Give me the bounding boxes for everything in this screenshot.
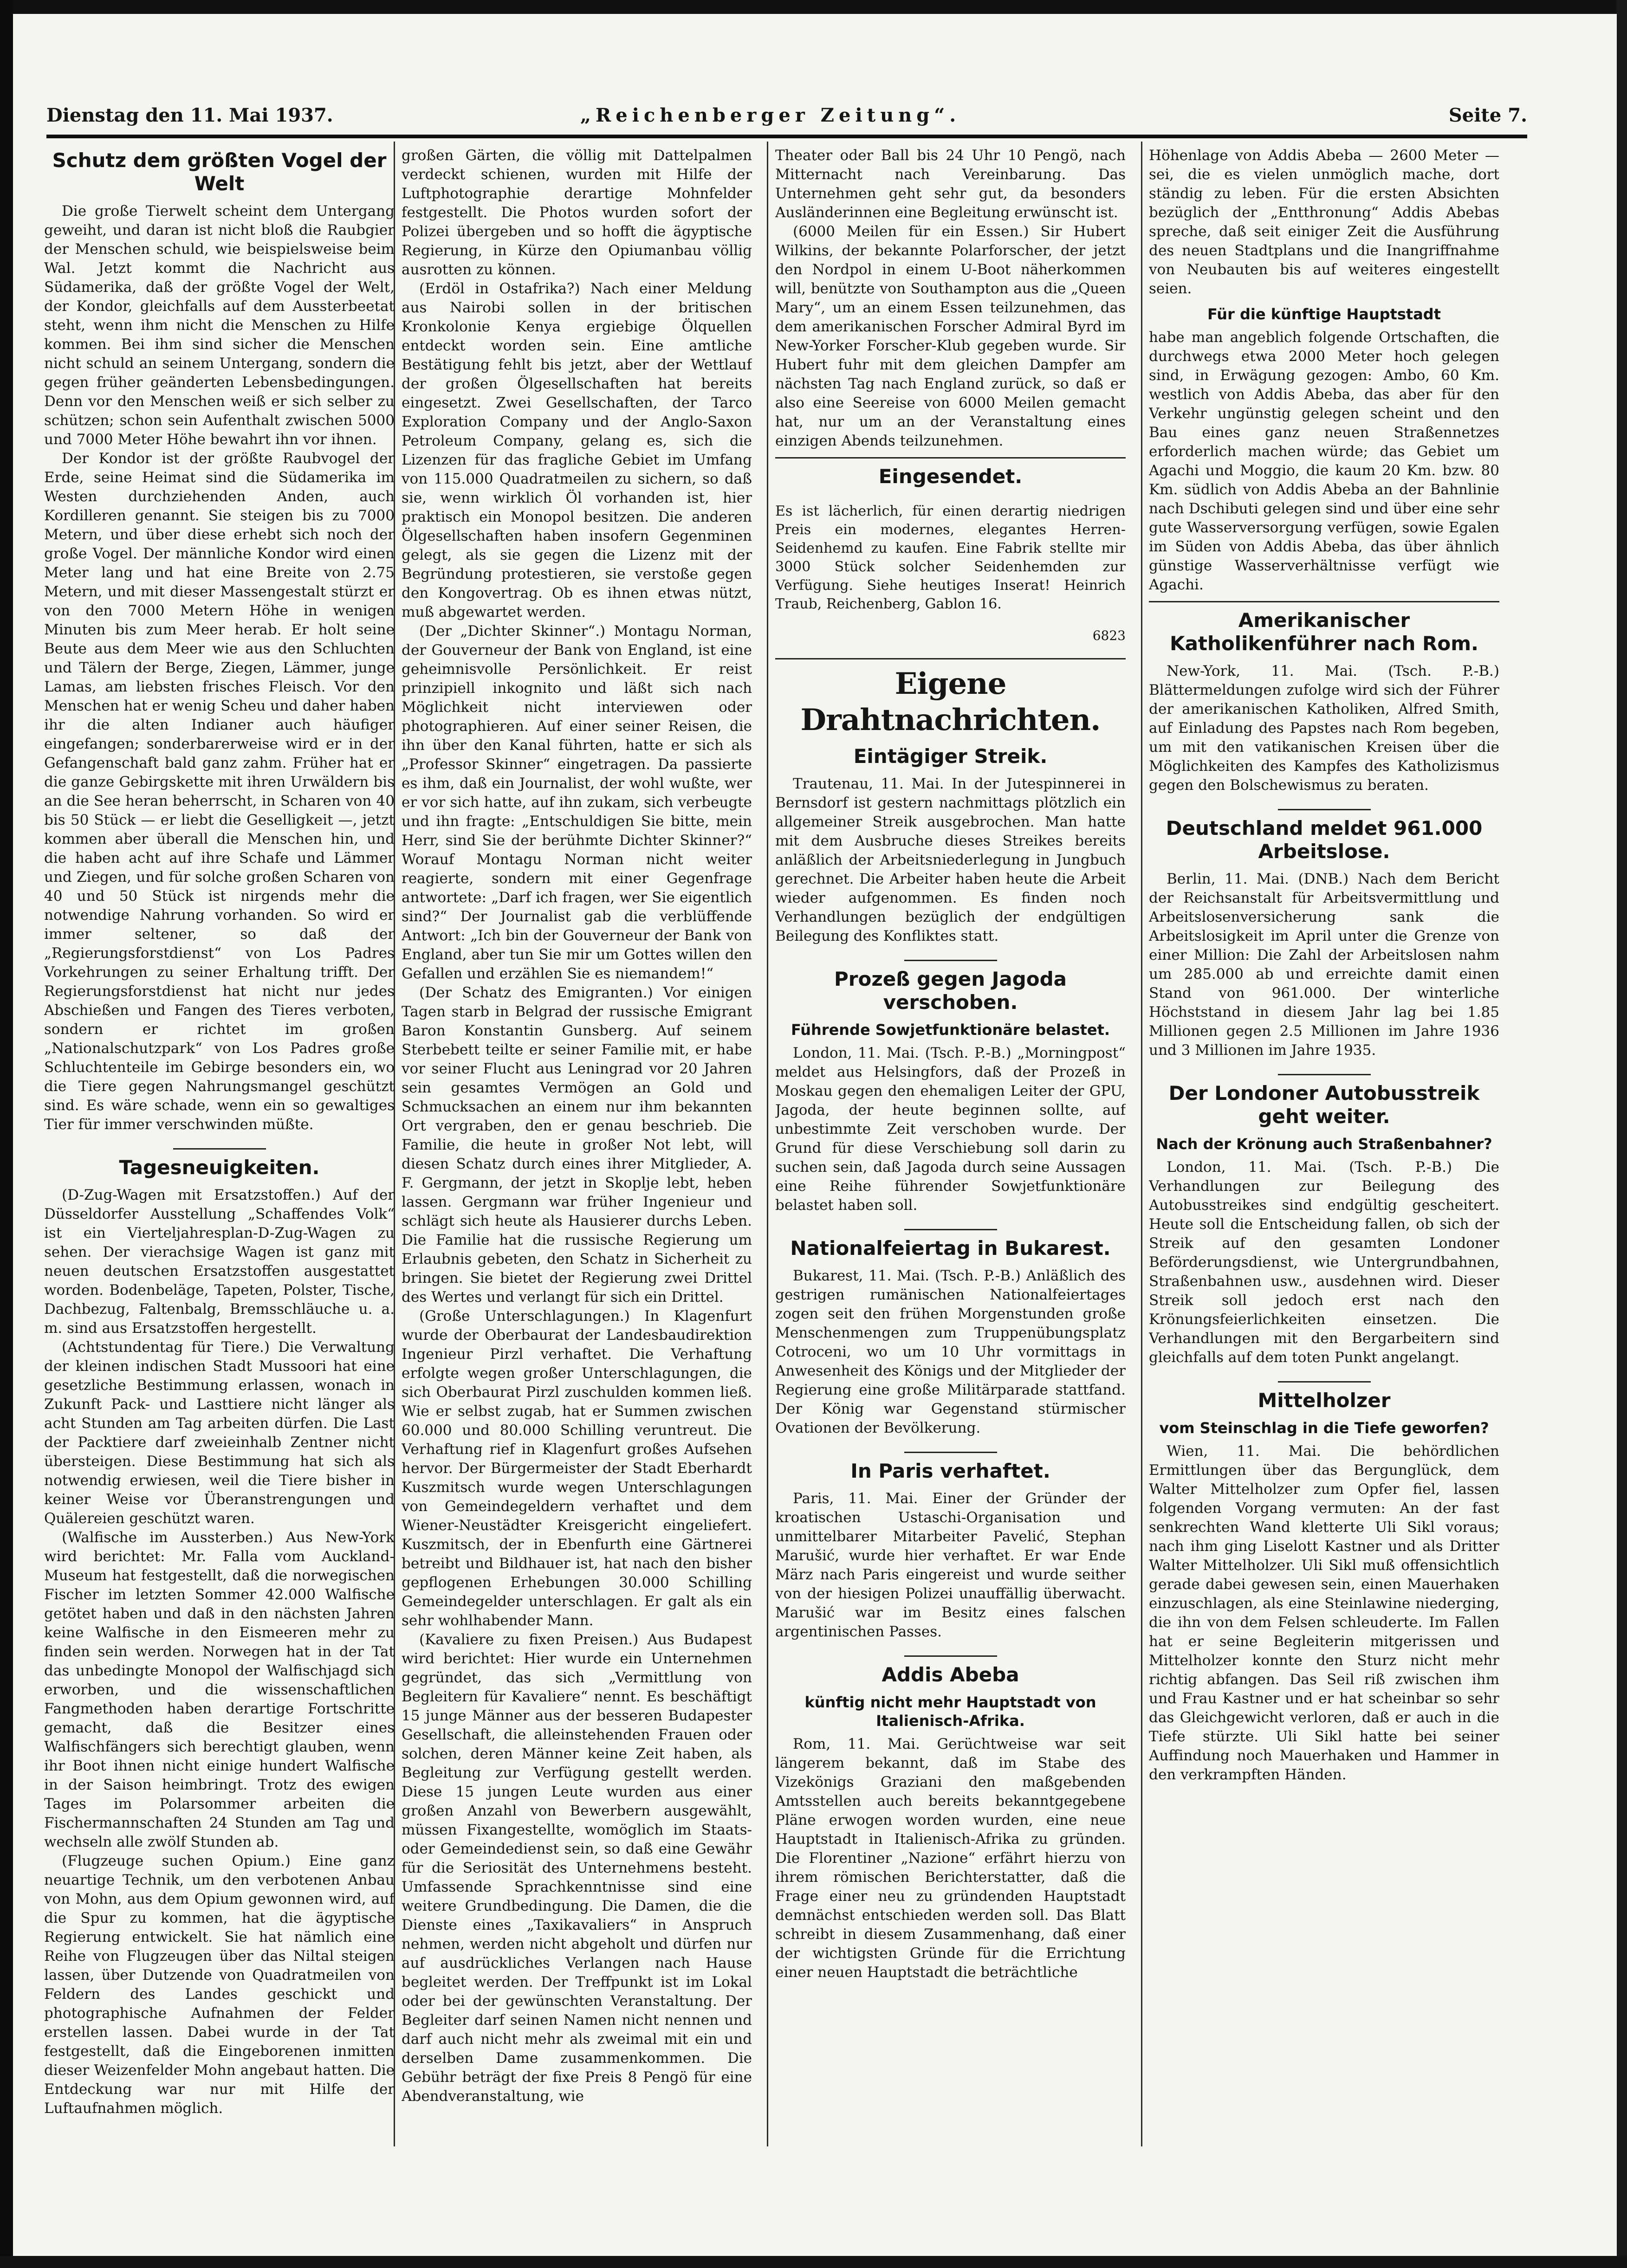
column-divider: [1141, 142, 1142, 2146]
section-headline: Tagesneuigkeiten.: [119, 1156, 320, 1179]
section-rule: [775, 658, 1126, 659]
continued-paragraph: Theater oder Ball bis 24 Uhr 10 Pengö, nach Mitternacht nach Vereinbarung. Das Unternehmen geht sehr gut, da besonders Ausländerinnen eine Begleitung erwünscht ist.: [775, 147, 1126, 221]
continued-paragraph: großen Gärten, die völlig mit Dattelpalmen verdeckt schienen, wurden mit Hilfe der Luftphotographie derartige Mohnfelder festgestellt. Die Photos wurden sofort der Polizei übergeben und so hofft die ägyptische Regierung, in Kürze den Opiumanbau völlig ausrotten zu können.: [402, 147, 752, 278]
article-headline: Deutschland meldet 961.000 Arbeitslose.: [1166, 817, 1483, 863]
column-2: [402, 146, 752, 2151]
article-headline: Der Londoner Autobusstreik geht weiter.: [1168, 1082, 1480, 1128]
article-subheadline: vom Steinschlag in die Tiefe geworfen?: [1159, 1419, 1489, 1437]
article-bukarest: [775, 1237, 1126, 1438]
article-paragraph: Trautenau, 11. Mai. In der Jutespinnerei in Bernsdorf ist gestern nachmittags plötzlich ein allgemeiner Streik ausgebrochen. Man hatte mit dem Ausbruche dieses Streikes bereits anläßlich der Arbeitsniederlegung in Jungbuch gerechnet. Die Arbeiter haben heute die Arbeit wieder aufgenommen. Es finden noch Verhandlungen bezüglich der endgültigen Beilegung des Konfliktes statt.: [775, 775, 1126, 944]
section-rule: [904, 1655, 997, 1657]
section-rule: [904, 960, 997, 961]
article-paragraph: Die große Tierwelt scheint dem Untergang geweiht, und daran ist nicht bloß die Raubgier der Menschen schuld, wie beispielsweise beim Wal. Jetzt kommt die Nachricht aus Südamerika, daß der größte Vogel der Welt, der Kondor, gleichfalls auf dem Aussterbeetat steht, wenn ihm nicht die Menschen zu Hilfe kommen. Bei ihm sind sicher die Menschen nicht schuld an seinem Untergang, sondern die gegen früher geänderten Lebensbedingungen. Denn vor den Menschen weiß er sich selber zu schützen; schon sein Aufenthalt zwischen 5000 und 7000 Meter Höhe bewahrt ihn vor ihnen.: [44, 203, 395, 448]
news-item: (Der Schatz des Emigranten.) Vor einigen Tagen starb in Belgrad der russische Emigrant Baron Konstantin Gunsberg. Auf seinem Sterbebett teilte er seiner Familie mit, er habe vor seiner Flucht aus Leningrad vor 20 Jahren sein gesamtes Vermögen an Gold und Schmucksachen an einem nur ihm bekannten Ort vergraben, den er genau beschrieb. Die Familie, die heute in großer Not lebt, will diesen Schatz durch eines ihrer Mitglieder, A. F. Gergmann, der jetzt in Skoplje lebt, heben lassen. Gergmann war früher Ingenieur und schlägt sich heute als Hausierer durchs Leben. Die Familie hat die russische Regierung um Erlaubnis gebeten, den Schatz in Sicherheit zu bringen. Sie bietet der Regierung zwei Drittel des Wertes und verlangt für sich ein Drittel.: [402, 984, 752, 1305]
column-divider: [767, 142, 768, 2146]
article-headline: Schutz dem größten Vogel der Welt: [52, 149, 387, 195]
article-headline: Addis Abeba: [882, 1663, 1019, 1686]
article-addis-abeba: [775, 1663, 1126, 1982]
section-rule: [904, 1229, 997, 1230]
scan-border-right: [1617, 0, 1627, 2268]
article-paragraph: habe man angeblich folgende Ortschaften, die durchwegs etwa 2000 Meter hoch gelegen sind, in Erwägung gezogen: Ambo, 60 Km. westlich von Addis Abeba, das aber für den Verkehr ungünstig gelegen scheint und den Bau eines ganz neuen Straßennetzes erforderlich machen würde; das Gebiet um Agachi und Moggio, die kaum 20 Km. bzw. 80 Km. südlich von Addis Abeba an der Bahnlinie nach Dschibuti gelegen sind und über eine sehr gute Wasserversorgung verfügen, sowie Egalen im Süden von Addis Abeba, das über ähnlich günstige Wasserverhältnisse verfügt wie Agachi.: [1149, 329, 1499, 593]
article-autobusstreik: [1149, 1082, 1499, 1367]
column-1: [44, 146, 395, 2151]
section-rule: [904, 1452, 997, 1453]
article-subheadline: Nach der Krönung auch Straßenbahner?: [1156, 1135, 1492, 1153]
section-masthead: Eigene Drahtnachrichten.: [800, 666, 1101, 737]
advertisement-number: 6823: [1092, 628, 1126, 643]
article-paragraph: New-York, 11. Mai. (Tsch. P.-B.) Blättermeldungen zufolge wird sich der Führer der amerikanischen Katholiken, Alfred Smith, auf Einladung des Papstes nach Rom begeben, um mit den vatikanischen Kreisen über die Möglichkeiten des Kampfes des Katholizismus gegen den Bolschewismus zu beraten.: [1149, 663, 1499, 794]
news-item: (Flugzeuge suchen Opium.) Eine ganz neuartige Technik, um den verbotenen Anbau von Mohn, aus dem Opium gewonnen wird, auf die Spur zu kommen, hat die ägyptische Regierung entwickelt. Sie hat nämlich eine Reihe von Flugzeugen über das Niltal steigen lassen, über Dutzende von Quadratmeilen von Feldern des Landes geschickt und photographische Aufnahmen der Felder erstellen lassen. Dabei wurde in der Tat festgestellt, daß die Eingeborenen inmitten dieser Weizenfelder Mohn angebaut hatten. Die Entdeckung war nur mit Hilfe der Luftaufnahmen möglich.: [44, 1853, 395, 2117]
article-eingesendet: [775, 465, 1126, 644]
article-paragraph: Berlin, 11. Mai. (DNB.) Nach dem Bericht der Reichsanstalt für Arbeitsvermittlung und Arbeitslosenversicherung sank die Arbeitslosigkeit im April unter die Grenze von einer Million: Die Zahl der Arbeitslosen nahm um 285.000 ab und erreichte damit einen Stand von 961.000. Der winterliche Höchststand in diesem Jahr lag bei 1.85 Millionen gegen 2.5 Millionen im Jahre 1936 und 3 Millionen im Jahre 1935.: [1149, 871, 1499, 1059]
article-paragraph: London, 11. Mai. (Tsch. P.-B.) Die Verhandlungen zur Beilegung des Autobusstreikes sind endgültig gescheitert. Heute soll die Entscheidung fallen, ob sich der Streik auf den gesamten Londoner Beförderungsdienst, wie Untergrundbahnen, Straßenbahnen usw., ausdehnen wird. Dieser Streik soll jedoch erst nach den Krönungsfeierlichkeiten einsetzen. Die Verhandlungen mit den Bergarbeitern sind gleichfalls auf dem toten Punkt angelangt.: [1149, 1159, 1499, 1366]
news-item: (Große Unterschlagungen.) In Klagenfurt wurde der Oberbaurat der Landesbaudirektion Ingenieur Pirzl verhaftet. Die Verhaftung erfolgte wegen großer Unterschlagungen, die sich Oberbaurat Pirzl zuschulden kommen ließ. Wie er selbst zugab, hat er Summen zwischen 60.000 und 80.000 Schilling veruntreut. Die Verhaftung rief in Klagenfurt großes Aufsehen hervor. Der Bürgermeister der Stadt Eberhardt Kuszmitsch wurde wegen Unterschlagungen von Gemeindegeldern verhaftet und dem Wiener-Neustädter Kreisgericht eingeliefert. Kuszmitsch, der in Ebenfurth eine Gärtnerei betreibt und Bildhauer ist, hat nach den bisher gepflogenen Erhebungen 30.000 Schilling Gemeindegelder unterschlagen. Er galt als ein sehr wohlhabender Mann.: [402, 1308, 752, 1629]
article-subheadline: Für die künftige Hauptstadt: [1207, 305, 1441, 323]
article-tagesneuigkeiten: [44, 1156, 395, 2118]
news-item: (Der „Dichter Skinner“.) Montagu Norman, der Gouverneur der Bank von England, ist eine geheimnisvolle Persönlichkeit. Er reist prinzipiell inkognito und läßt sich nach Möglichkeit nicht interviewen oder photographieren. Auf einer seiner Reisen, die ihn über den Kanal führten, hatte er sich als „Professor Skinner“ eingetragen. Da passierte es ihm, daß ein Journalist, der wohl wußte, wer er vor sich hatte, auf ihn zukam, sich verbeugte und ihn fragte: „Entschuldigen Sie bitte, mein Herr, sind Sie der berühmte Dichter Skinner?“ Worauf Montagu Norman nicht weiter reagierte, sondern mit einer Gegenfrage antwortete: „Darf ich fragen, wer Sie eigentlich sind?“ Der Journalist gab die verblüffende Antwort: „Ich bin der Gouverneur der Bank von England, aber tun Sie mir um Gottes willen den Gefallen und erzählen Sie es niemandem!“: [402, 623, 752, 982]
article-paris: [775, 1460, 1126, 1641]
article-condor: [44, 149, 395, 1134]
advertisement-text: Es ist lächerlich, für einen derartig niedrigen Preis ein modernes, elegantes Herren-Seidenhemd zu kaufen. Eine Fabrik stellte mir 3000 Stück solcher Seidenhemden zur Verfügung. Siehe heutiges Inserat! Heinrich Traub, Reichenberg, Gablon 16.: [775, 503, 1126, 612]
news-item: (D-Zug-Wagen mit Ersatzstoffen.) Auf der Düsseldorfer Ausstellung „Schaffendes Volk“ ist ein Vierteljahresplan-D-Zug-Wagen zu sehen. Der vierachsige Wagen ist ganz mit neuen deutschen Ersatzstoffen ausgestattet worden. Bodenbeläge, Tapeten, Polster, Tische, Dachbezug, Faltenbalg, Bremsschläuche u. a. m. sind aus Ersatzstoffen hergestellt.: [44, 1187, 395, 1337]
article-subheadline: Führende Sowjetfunktionäre belastet.: [791, 1021, 1110, 1039]
article-paragraph: Paris, 11. Mai. Einer der Gründer der kroatischen Ustaschi-Organisation und unmittelbarer Mitarbeiter Pavelić, Stephan Marušić, wurde hier verhaftet. Er war Ende März nach Paris eingereist und wurde seither von der hiesigen Polizei unauffällig überwacht. Marušić war im Besitz eines falschen argentinischen Passes.: [775, 1490, 1126, 1640]
article-headline: Mittelholzer: [1258, 1389, 1391, 1412]
article-mittelholzer: [1149, 1389, 1499, 1784]
section-rule: [775, 457, 1126, 459]
article-paragraph: London, 11. Mai. (Tsch. P.-B.) „Morningpost“ meldet aus Helsingfors, daß der Prozeß in Moskau gegen den ehemaligen Leiter der GPU, Jagoda, der heute beginnen sollte, auf unbestimmte Zeit verschoben wurde. Der Grund für diese Verschiebung soll darin zu suchen sein, daß Jagoda durch seine Aussagen eine Reihe führender Sowjetfunktionäre belastet haben soll.: [775, 1045, 1126, 1214]
article-paragraph: Rom, 11. Mai. Gerüchtweise war seit längerem bekannt, daß im Stabe des Vizekönigs Graziani den maßgebenden Amtsstellen auch bereits bekanntgegebene Pläne erwogen worden wurden, eine neue Hauptstadt in Italienisch-Afrika zu gründen. Die Florentiner „Nazione“ erfährt hierzu von ihrem römischen Berichterstatter, daß die Frage einer neu zu gründenden Hauptstadt demnächst entschieden werden soll. Das Blatt schreibt in diesem Zusammenhang, daß einer der wichtigsten Gründe für die Errichtung einer neuen Hauptstadt die beträchtliche: [775, 1736, 1126, 1981]
article-paragraph: Bukarest, 11. Mai. (Tsch. P.-B.) Anläßlich des gestrigen rumänischen Nationalfeiertages zogen seit den frühen Morgenstunden große Menschenmengen zum Truppenübungsplatz Cotroceni, wo um 10 Uhr vormittags in Anwesenheit des Königs und der Mitglieder der Regierung eine große Militärparade stattfand. Der König war Gegenstand stürmischer Ovationen der Bevölkerung.: [775, 1267, 1126, 1436]
article-paragraph: Wien, 11. Mai. Die behördlichen Ermittlungen über das Bergunglück, dem Walter Mittelholzer zum Opfer fiel, lassen folgenden Vorgang vermuten: An der fast senkrechten Wand kletterte Uli Sikl voraus; nach ihm ging Liselott Kastner und als Dritter Walter Mittelholzer. Uli Sikl muß offensichtlich gerade dabei gewesen sein, einen Mauerhaken einzuschlagen, als eine Steinlawine niederging, die ihn von dem Felsen schleuderte. Im Fallen hat er seine Begleiterin mitgerissen und Mittelholzer konnte den Sturz nicht mehr richtig abfangen. Das Seil riß zwischen ihm und Frau Kastner und er hat scheinbar so sehr das Gleichgewicht verloren, daß er auch in die Tiefe stürzte. Uli Sikl hatte bei seiner Auffindung noch Mauerhaken und Hammer in den verkrampften Händen.: [1149, 1443, 1499, 1783]
column-3: [775, 146, 1126, 2151]
column-4: [1149, 146, 1499, 2151]
section-rule: [1278, 809, 1371, 810]
header-rule: [46, 135, 1527, 138]
article-headline: Nationalfeiertag in Bukarest.: [790, 1237, 1111, 1260]
news-item: (Walfische im Aussterben.) Aus New-York wird berichtet: Mr. Falla vom Auckland-Museum hat festgestellt, daß die norwegischen Fischer im letzten Sommer 42.000 Walfische getötet haben und daß in den nächsten Jahren keine Walfische in den Eismeeren mehr zu finden sein werden. Norwegen hat in der Tat das unbedingte Monopol der Walfischjagd sich erworben, und die wissenschaftlichen Fangmethoden haben derartige Fortschritte gemacht, daß die Besitzer eines Walfischfängers sich berechtigt glauben, wenn ihr Boot ihnen nicht einige hundert Walfische in der Saison heimbringt. Trotz des ewigen Tages im Polarsommer arbeiten die Fischermannschaften 24 Stunden am Tag und wechseln alle zwölf Stunden ab.: [44, 1529, 395, 1850]
header-date: Dienstag den 11. Mai 1937.: [46, 104, 333, 126]
news-item: (Achtstundentag für Tiere.) Die Verwaltung der kleinen indischen Stadt Mussoori hat eine gesetzliche Bestimmung erlassen, wonach in Zukunft Pack- und Lasttiere nicht länger als acht Stunden am Tag arbeiten dürfen. Die Last der Packtiere darf zweieinhalb Zentner nicht übersteigen. Diese Bestimmung hat sich als notwendig erwiesen, weil die Tiere bisher in keiner Weise vor Überanstrengungen und Quälereien geschützt waren.: [44, 1339, 395, 1527]
news-item: (Erdöl in Ostafrika?) Nach einer Meldung aus Nairobi sollen in der britischen Kronkolonie Kenya ergiebige Ölquellen entdeckt worden sein. Eine amtliche Bestätigung fehlt bis jetzt, aber der Wettlauf der großen Ölgesellschaften hat bereits eingesetzt. Zwei Gesellschaften, der Tarco Exploration Company und der Anglo-Saxon Petroleum Company, gelang es, sich die Lizenzen für das fragliche Gebiet im Umfang von 115.000 Quadratmeilen zu sichern, so daß sie, wenn wirklich Öl vorhanden ist, hier praktisch ein Monopol besitzen. Die anderen Ölgesellschaften haben insofern Gegenminen gelegt, als sie gegen die Lizenz mit der Begründung protestieren, sie verstoße gegen den Kongovertrag. Ob es ihnen etwas nützt, muß abgewartet werden.: [402, 280, 752, 620]
article-headline: Amerikanischer Katholikenführer nach Rom.: [1170, 609, 1478, 655]
section-rule: [1149, 601, 1499, 602]
article-jagoda: [775, 968, 1126, 1215]
article-arbeitslose: [1149, 817, 1499, 1060]
newspaper-title: „Reichenberger Zeitung“.: [580, 104, 961, 126]
news-item: (Kavaliere zu fixen Preisen.) Aus Budapest wird berichtet: Hier wurde ein Unternehmen gegründet, das sich „Vermittlung von Begleitern für Kavaliere“ nennt. Es beschäftigt 15 junge Männer aus der besseren Budapester Gesellschaft, die alleinstehenden Frauen oder solchen, deren Männer keine Zeit haben, als Begleitung zur Verfügung gestellt werden. Diese 15 jungen Leute wurden aus einer großen Anzahl von Bewerbern ausgewählt, müssen Fixangestellte, womöglich im Staats- oder Gemeindedienst sein, so daß eine Gewähr für die Seriosität des Unternehmens besteht. Umfassende Sprachkenntnisse sind eine weitere Grundbedingung. Die Damen, die die Dienste eines „Taxikavaliers“ in Anspruch nehmen, werden nicht abgeholt und dürfen nur auf ausdrückliches Verlangen nach Hause begleitet werden. Der Treffpunkt ist im Lokal oder bei der gewünschten Veranstaltung. Der Begleiter darf seinen Namen nicht nennen und darf auch nicht mehr als zweimal mit ein und derselben Dame zusammenkommen. Die Gebühr beträgt der fixe Preis 8 Pengö für eine Abendveranstaltung, wie: [402, 1631, 752, 2105]
article-streik: [775, 745, 1126, 946]
scan-border-bottom: [0, 2256, 1627, 2268]
section-rule: [173, 1148, 266, 1150]
page-number: Seite 7.: [1448, 104, 1527, 126]
scan-border-top: [0, 0, 1627, 14]
article-headline: Eintägiger Streik.: [853, 745, 1048, 768]
continued-paragraph: Höhenlage von Addis Abeba — 2600 Meter — sei, die es vielen unmöglich mache, dort ständig zu leben. Für die ersten Absichten bezüglich der „Entthronung“ Addis Abebas spreche, daß seit einiger Zeit die Ausführung des neuen Stadtplans und die Inangriffnahme von Neubauten bis auf weiteres eingestellt seien.: [1149, 147, 1499, 297]
section-rule: [1278, 1381, 1371, 1383]
section-headline: Eingesendet.: [878, 465, 1023, 488]
article-katholikenfuehrer: [1149, 609, 1499, 795]
scan-border-left: [0, 0, 13, 2268]
article-paragraph: Der Kondor ist der größte Raubvogel der Erde, seine Heimat sind die Südamerika im Westen durchziehenden Anden, auch Kordilleren genannt. Sie steigen bis zu 7000 Metern, und über diese erhebt sich noch der große Vogel. Der männliche Kondor wird einen Meter lang und hat eine Breite von 2.75 Metern, und mit dieser Massengestalt stürzt er von den 7000 Metern Höhe in wenigen Minuten bis zum Meer herab. Er holt seine Beute aus dem Meer wie aus den Schluchten und Tälern der Berge, Ziegen, Lämmer, junge Lamas, am liebsten frisches Fleisch. Vor den Menschen hat er wenig Scheu und daher haben ihr die alten Indianer auch häufiger eingefangen; sonderbarerweise wird er in der Gefangenschaft bald ganz zahm. Früher hat er die ganze Gebirgskette mit ihren Urwäldern bis an die See heran beherrscht, in Scharen von 40 bis 50 Stück — er liebt die Geselligkeit —, jetzt kommen aber überall die Menschen hin, und die haben acht auf ihre Schafe und Lämmer und Ziegen, und für solche großen Scharen von 40 und 50 Stück ist nirgends mehr die notwendige Nahrung vorhanden. So wird er immer seltener, so daß der „Regierungsforstdienst“ von Los Padres Vorkehrungen zu seiner Erhaltung trifft. Der Regierungsforstdienst hat nicht nur jedes Abschießen und Fangen des Tieres verboten, sondern er richtet im großen „Nationalschutzpark“ von Los Padres große Schluchtenteile im Gebirge besonders ein, wo die Tiere gegen Nahrungsmangel geschützt sind. Es wäre schade, wenn ein so gewaltiges Tier für immer verschwinden müßte.: [44, 450, 395, 1133]
page-header: [46, 104, 1527, 137]
article-subheadline: künftig nicht mehr Hauptstadt von Italienisch-Afrika.: [804, 1693, 1096, 1730]
news-item: (6000 Meilen für ein Essen.) Sir Hubert Wilkins, der bekannte Polarforscher, der jetzt den Nordpol in einem U-Boot näherkommen will, benützte von Southampton aus die „Queen Mary“, um an einem Essen teilzunehmen, das dem amerikanischen Forscher Admiral Byrd im New-Yorker Forscher-Klub gegeben wurde. Sir Hubert fuhr mit dem gleichen Dampfer am nächsten Tag nach England zurück, so daß er also eine Seereise von 6000 Meilen gemacht hat, nur um an der Veranstaltung eines einzigen Abends teilzunehmen.: [775, 223, 1126, 449]
article-headline: Prozeß gegen Jagoda verschoben.: [834, 968, 1067, 1014]
article-headline: In Paris verhaftet.: [850, 1460, 1050, 1482]
section-rule: [1278, 1074, 1371, 1075]
